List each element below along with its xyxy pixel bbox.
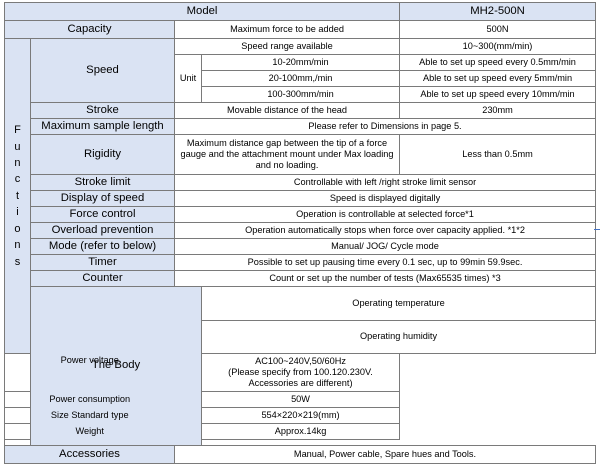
stroke-label: Stroke bbox=[31, 103, 175, 119]
size-label: Size Standard type bbox=[5, 408, 175, 424]
row-rigidity bbox=[5, 135, 596, 175]
power-voltage-line: AC100~240V,50/60Hz bbox=[255, 356, 346, 367]
rigidity-value: Less than 0.5mm bbox=[400, 135, 596, 175]
capacity-value: 500N bbox=[400, 21, 596, 39]
row-size bbox=[5, 408, 596, 424]
force-control-value: Operation is controllable at selected force*1 bbox=[175, 207, 596, 223]
speed-unit-range: 20-100mm,/min bbox=[202, 71, 400, 87]
speed-range-value: 10~300(mm/min) bbox=[400, 39, 596, 55]
row-operating-temp bbox=[5, 287, 596, 321]
margin-mark bbox=[594, 229, 600, 230]
size-value: 554×220×219(mm) bbox=[202, 408, 400, 424]
max-sample-value: Please refer to Dimensions in page 5. bbox=[175, 119, 596, 135]
functions-letter: n bbox=[14, 239, 21, 252]
speed-range-label: Speed range available bbox=[175, 39, 400, 55]
counter-label: Counter bbox=[31, 271, 175, 287]
row-counter bbox=[5, 271, 596, 287]
functions-letter: F bbox=[14, 124, 21, 137]
display-speed-label: Display of speed bbox=[31, 191, 175, 207]
speed-unit-range: 100-300mm/min bbox=[202, 87, 400, 103]
row-max-sample bbox=[5, 119, 596, 135]
row-mode bbox=[5, 239, 596, 255]
speed-unit-range: 10-20mm/min bbox=[202, 55, 400, 71]
capacity-label: Capacity bbox=[5, 21, 175, 39]
speed-label: Speed bbox=[31, 39, 175, 103]
functions-letter: c bbox=[14, 173, 21, 186]
row-display-speed bbox=[5, 191, 596, 207]
operating-humidity-label: Operating humidity bbox=[202, 320, 596, 354]
stroke-limit-value: Controllable with left /right stroke limit sensor bbox=[175, 175, 596, 191]
power-voltage-line: Accessories are different) bbox=[248, 378, 353, 389]
spec-table bbox=[4, 2, 596, 464]
row-stroke bbox=[5, 103, 596, 119]
row-accessories bbox=[5, 446, 596, 464]
functions-letter: u bbox=[14, 140, 21, 153]
model-label: Model bbox=[5, 3, 400, 21]
capacity-description: Maximum force to be added bbox=[175, 21, 400, 39]
row-power-consumption bbox=[5, 392, 596, 408]
stroke-value: 230mm bbox=[400, 103, 596, 119]
power-voltage-label: Power voltage bbox=[5, 354, 175, 392]
body-label: The Body bbox=[31, 287, 202, 446]
rigidity-label: Rigidity bbox=[31, 135, 175, 175]
counter-value: Count or set up the number of tests (Max65535 times) *3 bbox=[175, 271, 596, 287]
power-voltage-value bbox=[202, 354, 400, 392]
weight-value: Approx.14kg bbox=[202, 424, 400, 440]
functions-letter: n bbox=[14, 157, 21, 170]
timer-label: Timer bbox=[31, 255, 175, 271]
max-sample-label: Maximum sample length bbox=[31, 119, 175, 135]
power-consumption-value: 50W bbox=[202, 392, 400, 408]
speed-unit-note: Able to set up speed every 10mm/min bbox=[400, 87, 596, 103]
accessories-value: Manual, Power cable, Spare hues and Tools. bbox=[175, 446, 596, 464]
stroke-limit-label: Stroke limit bbox=[31, 175, 175, 191]
power-consumption-label: Power consumption bbox=[5, 392, 175, 408]
functions-vertical-text bbox=[14, 122, 21, 270]
mode-value: Manual/ JOG/ Cycle mode bbox=[175, 239, 596, 255]
row-force-control bbox=[5, 207, 596, 223]
row-weight bbox=[5, 424, 596, 440]
functions-letter: t bbox=[15, 189, 20, 202]
weight-label: Weight bbox=[5, 424, 175, 440]
force-control-label: Force control bbox=[31, 207, 175, 223]
overload-value: Operation automatically stops when force over capacity applied. *1*2 bbox=[175, 223, 596, 239]
mode-label: Mode (refer to below) bbox=[31, 239, 175, 255]
model-value: MH2-500N bbox=[400, 3, 596, 21]
row-speed-range bbox=[5, 39, 596, 55]
power-voltage-line: (Please specify from 100.120.230V. bbox=[228, 367, 373, 378]
row-timer bbox=[5, 255, 596, 271]
functions-letter: o bbox=[14, 222, 21, 235]
functions-group-label bbox=[5, 39, 31, 354]
stroke-description: Movable distance of the head bbox=[175, 103, 400, 119]
row-stroke-limit bbox=[5, 175, 596, 191]
functions-letter: i bbox=[16, 206, 19, 219]
row-capacity bbox=[5, 21, 596, 39]
display-speed-value: Speed is displayed digitally bbox=[175, 191, 596, 207]
speed-unit-note: Able to set up speed every 0.5mm/min bbox=[400, 55, 596, 71]
operating-temp-label: Operating temperature bbox=[202, 287, 596, 321]
timer-value: Possible to set up pausing time every 0.1 sec, up to 99min 59.9sec. bbox=[175, 255, 596, 271]
overload-label: Overload prevention bbox=[31, 223, 175, 239]
rigidity-description: Maximum distance gap between the tip of a force gauge and the attachment mount under Max loading and no loading. bbox=[175, 135, 400, 175]
accessories-label: Accessories bbox=[5, 446, 175, 464]
functions-letter: s bbox=[14, 255, 21, 268]
speed-unit-label: Unit bbox=[175, 55, 202, 103]
row-overload bbox=[5, 223, 596, 239]
row-model bbox=[5, 3, 596, 21]
speed-unit-note: Able to set up speed every 5mm/min bbox=[400, 71, 596, 87]
